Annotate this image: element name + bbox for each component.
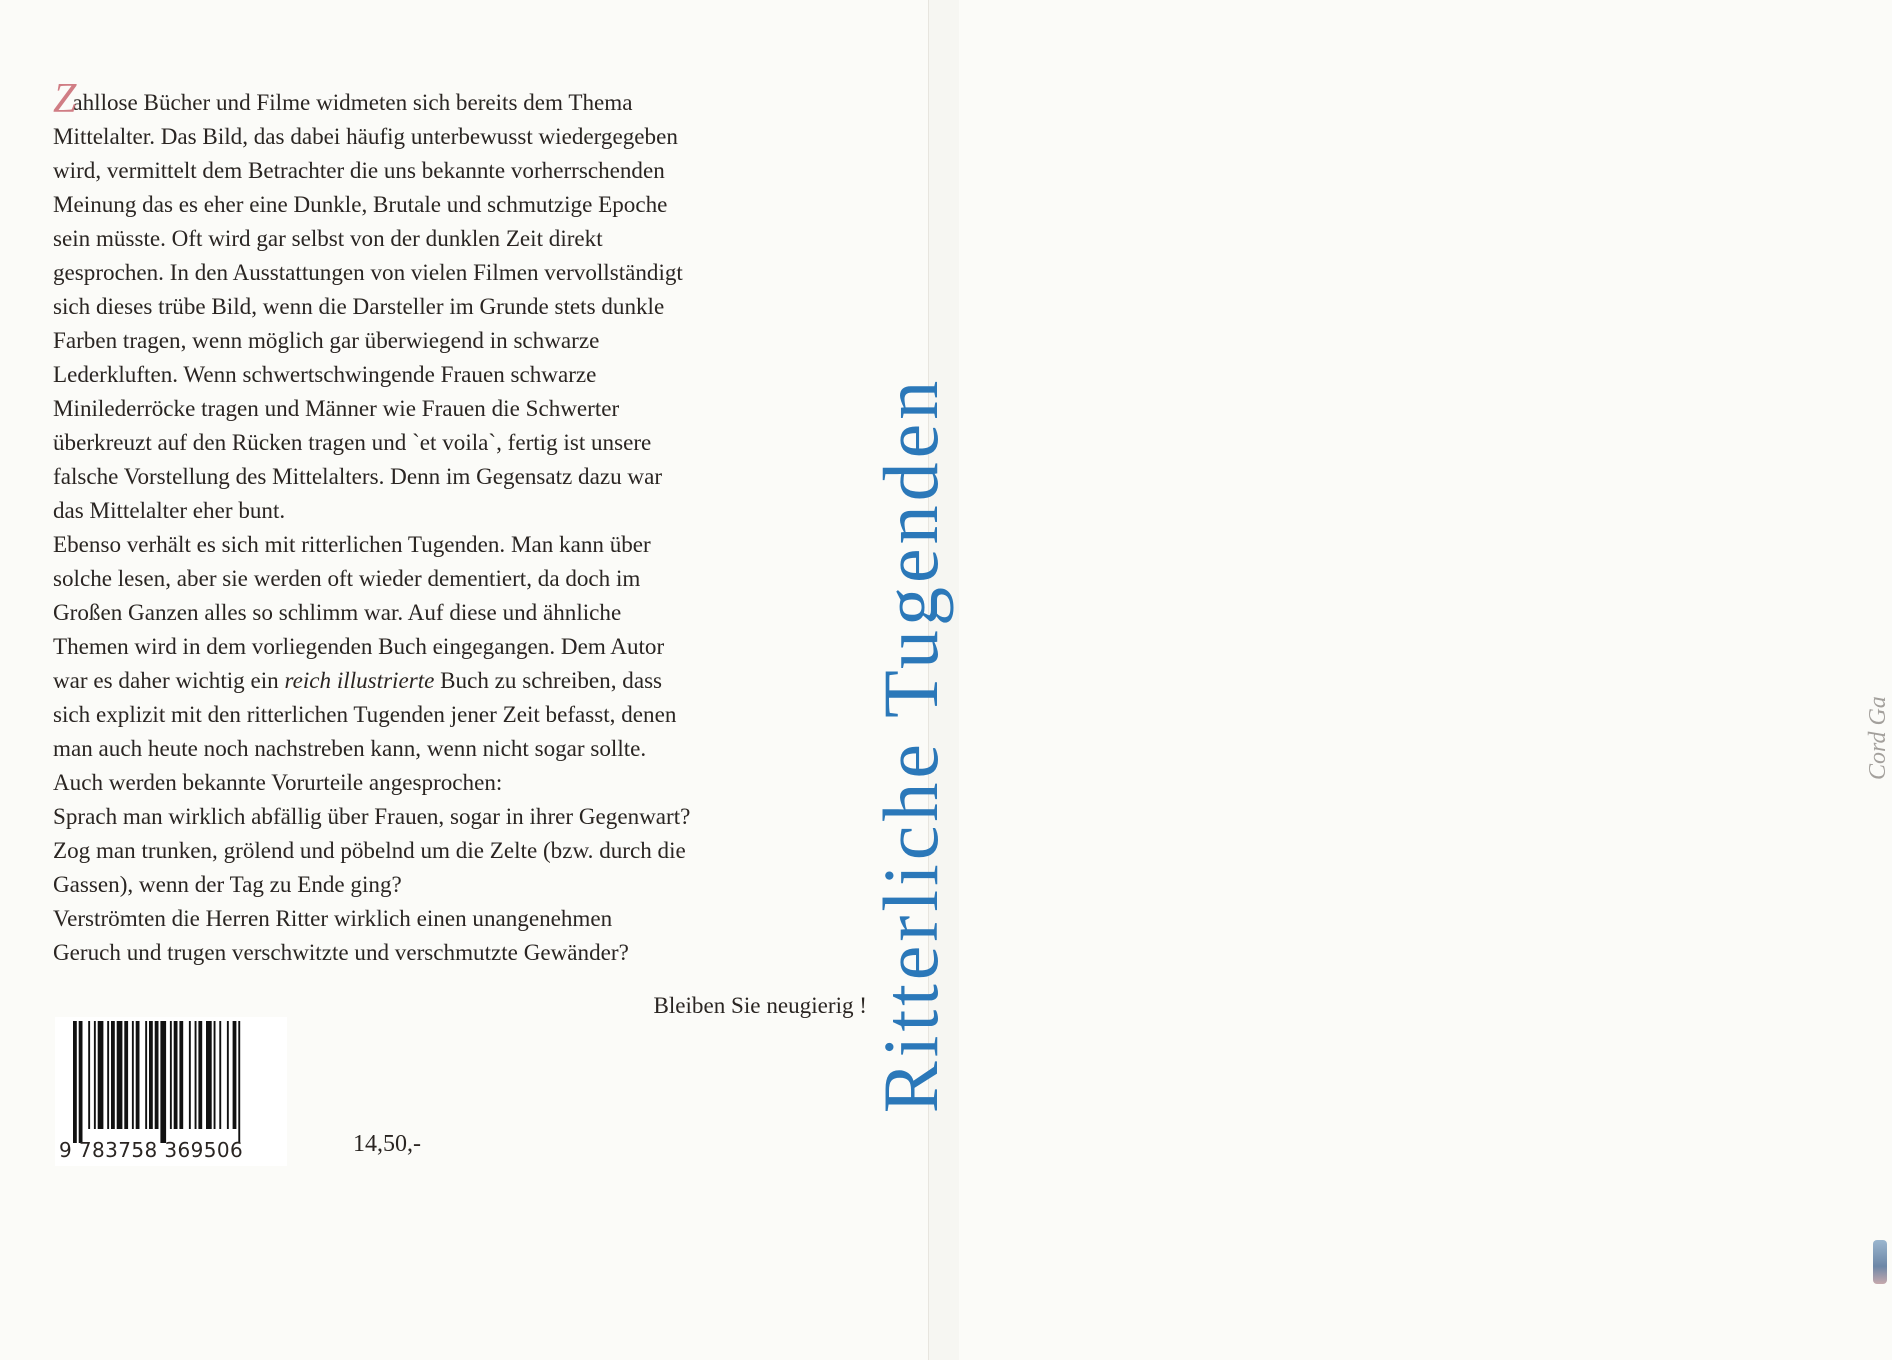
blurb-line: man auch heute noch nachstreben kann, wenn nicht sogar sollte. <box>53 735 647 761</box>
book-spine-edge <box>866 0 1891 1360</box>
blurb-line: solche lesen, aber sie werden oft wieder dementiert, da doch im <box>53 565 641 591</box>
blurb-line: Farben tragen, wenn möglich gar überwiegend in schwarze <box>53 327 600 353</box>
blurb-line: Großen Ganzen alles so schlimm war. Auf diese und ähnliche <box>53 599 622 625</box>
barcode-bar <box>107 1021 109 1129</box>
barcode-bar <box>79 1021 83 1143</box>
blurb-line: Mittelalter. Das Bild, das dabei häufig unterbewusst wiedergegeben <box>53 123 678 149</box>
barcode-bar <box>145 1021 147 1129</box>
blurb-line: sich explizit mit den ritterlichen Tugenden jener Zeit befasst, denen <box>53 701 677 727</box>
barcode-bar <box>124 1021 128 1129</box>
barcode-bar <box>170 1021 172 1129</box>
price: 14,50,- <box>353 1131 421 1157</box>
blurb-line: Sprach man wirklich abfällig über Frauen, sogar in ihrer Gegenwart? <box>53 803 691 829</box>
barcode-bar <box>155 1021 159 1129</box>
blurb-line: Ebenso verhält es sich mit ritterlichen Tugenden. Man kann über <box>53 531 651 557</box>
blurb-line: Minilederröcke tragen und Männer wie Frauen die Schwerter <box>53 395 620 421</box>
barcode-bar <box>189 1021 191 1129</box>
barcode-bars <box>73 1021 283 1143</box>
blurb-line: sich dieses trübe Bild, wenn die Darsteller im Grunde stets dunkle <box>53 293 665 319</box>
isbn-number: 9 783758 369506 <box>59 1138 244 1162</box>
barcode-bar <box>132 1021 134 1129</box>
back-cover-blurb <box>53 76 903 969</box>
blurb-line-with-emphasis <box>53 663 903 697</box>
blurb-line: Lederkluften. Wenn schwertschwingende Frauen schwarze <box>53 361 597 387</box>
barcode-bar <box>94 1021 96 1129</box>
barcode-bar <box>238 1021 240 1143</box>
decorative-initial: Z <box>53 76 77 122</box>
isbn-barcode <box>55 1017 287 1166</box>
blurb-line: sein müsste. Oft wird gar selbst von der dunklen Zeit direkt <box>53 225 603 251</box>
blurb-line: wird, vermittelt dem Betrachter die uns bekannte vorherrschenden <box>53 157 665 183</box>
barcode-bar <box>227 1021 229 1129</box>
first-line-rest: ahllose Bücher und Filme widmeten sich bereits dem Thema <box>72 89 633 115</box>
emphasis-before: war es daher wichtig ein <box>53 667 285 693</box>
blurb-line: Zog man trunken, grölend und pöbelnd um die Zelte (bzw. durch die <box>53 837 686 863</box>
blurb-line: falsche Vorstellung des Mittelalters. Denn im Gegensatz dazu war <box>53 463 663 489</box>
blurb-line: gesprochen. In den Ausstattungen von vielen Filmen vervollständigt <box>53 259 683 285</box>
barcode-bar <box>98 1021 104 1129</box>
barcode-bar <box>73 1021 77 1143</box>
barcode-bar <box>111 1021 115 1129</box>
barcode-bar <box>179 1021 183 1129</box>
emphasis-after: Buch zu schreiben, dass <box>434 667 663 693</box>
blurb-line: Geruch und trugen verschwitzte und verschmutzte Gewänder? <box>53 939 629 965</box>
barcode-bar <box>117 1021 123 1129</box>
barcode-bar <box>214 1021 216 1129</box>
blurb-line: Meinung das es eher eine Dunkle, Brutale und schmutzige Epoche <box>53 191 668 217</box>
blurb-line: Themen wird in dem vorliegenden Buch eingegangen. Dem Autor <box>53 633 665 659</box>
closing-line: Bleiben Sie neugierig ! <box>653 992 867 1018</box>
spine-author-script: Cord Ga <box>1865 696 1891 780</box>
blurb-first-line <box>53 76 903 122</box>
barcode-bar <box>195 1021 197 1129</box>
barcode-bar <box>219 1021 221 1129</box>
emphasis-phrase: reich illustrierte <box>284 667 435 693</box>
barcode-bar <box>160 1021 166 1143</box>
blurb-line: Verströmten die Herren Ritter wirklich einen unangenehmen <box>53 905 613 931</box>
barcode-bar <box>136 1021 140 1129</box>
blurb-line: das Mittelalter eher bunt. <box>53 497 286 523</box>
barcode-bar <box>206 1021 212 1129</box>
barcode-bar <box>174 1021 178 1129</box>
barcode-bar <box>233 1021 237 1129</box>
blurb-line: Auch werden bekannte Vorurteile angesprochen: <box>53 769 503 795</box>
barcode-bar <box>149 1021 153 1129</box>
barcode-bar <box>88 1021 90 1129</box>
blurb-line: Gassen), wenn der Tag zu Ende ging? <box>53 871 402 897</box>
blurb-line: überkreuzt auf den Rücken tragen und `et voila`, fertig ist unsere <box>53 429 652 455</box>
spine-title: Ritterliche Tugenden <box>866 376 954 1114</box>
spine-ornament <box>1873 1240 1887 1284</box>
barcode-bar <box>198 1021 202 1129</box>
